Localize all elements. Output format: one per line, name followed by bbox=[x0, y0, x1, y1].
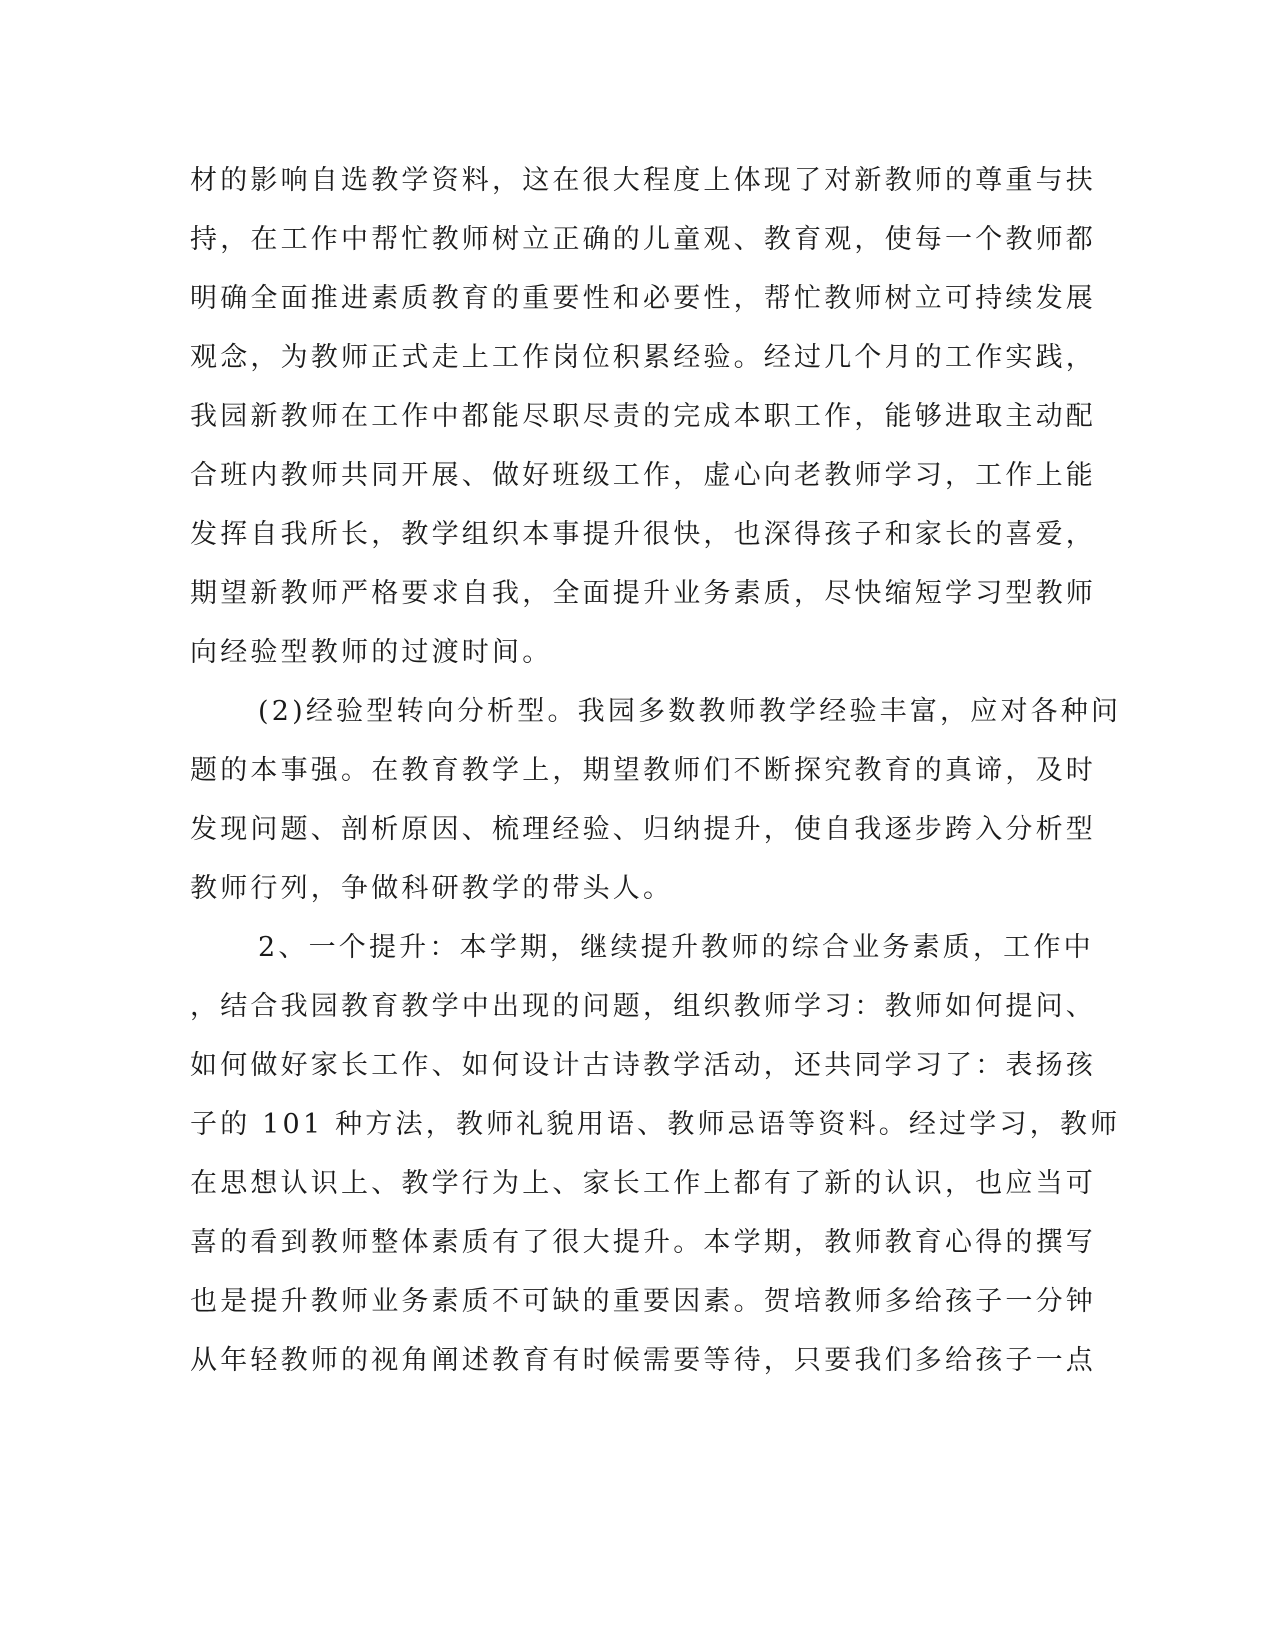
text-line: 期望新教师严格要求自我，全面提升业务素质，尽快缩短学习型教师 bbox=[190, 578, 1096, 609]
text-line: 从年轻教师的视角阐述教育有时候需要等待，只要我们多给孩子一点 bbox=[190, 1345, 1096, 1376]
text-line: 在思想认识上、教学行为上、家长工作上都有了新的认识，也应当可 bbox=[190, 1168, 1096, 1199]
text-line: 题的本事强。在教育教学上，期望教师们不断探究教育的真谛，及时 bbox=[190, 755, 1096, 786]
text-line: 材的影响自选教学资料，这在很大程度上体现了对新教师的尊重与扶 bbox=[190, 165, 1096, 196]
text-line: 子的 101 种方法，教师礼貌用语、教师忌语等资料。经过学习，教师 bbox=[190, 1109, 1121, 1140]
text-line: 观念，为教师正式走上工作岗位积累经验。经过几个月的工作实践， bbox=[190, 342, 1096, 373]
text-line: 我园新教师在工作中都能尽职尽责的完成本职工作，能够进取主动配 bbox=[190, 401, 1096, 432]
text-line: 持，在工作中帮忙教师树立正确的儿童观、教育观，使每一个教师都 bbox=[190, 224, 1096, 255]
text-line: 合班内教师共同开展、做好班级工作，虚心向老教师学习，工作上能 bbox=[190, 460, 1096, 491]
text-line: 发现问题、剖析原因、梳理经验、归纳提升，使自我逐步跨入分析型 bbox=[190, 814, 1096, 845]
text-line: 教师行列，争做科研教学的带头人。 bbox=[190, 873, 674, 904]
text-line: 发挥自我所长，教学组织本事提升很快，也深得孩子和家长的喜爱， bbox=[190, 519, 1096, 550]
text-line: 明确全面推进素质教育的重要性和必要性，帮忙教师树立可持续发展 bbox=[190, 283, 1096, 314]
text-line: 如何做好家长工作、如何设计古诗教学活动，还共同学习了：表扬孩 bbox=[190, 1050, 1096, 1081]
paragraph-start-line: (2)经验型转向分析型。我园多数教师教学经验丰富，应对各种问 bbox=[258, 696, 1122, 727]
paragraph-start-line: 2、一个提升：本学期，继续提升教师的综合业务素质，工作中 bbox=[258, 932, 1094, 963]
text-line: 喜的看到教师整体素质有了很大提升。本学期，教师教育心得的撰写 bbox=[190, 1227, 1096, 1258]
text-line: ，结合我园教育教学中出现的问题，组织教师学习：教师如何提问、 bbox=[190, 991, 1096, 1022]
text-line: 也是提升教师业务素质不可缺的重要因素。贺培教师多给孩子一分钟 bbox=[190, 1286, 1096, 1317]
text-line: 向经验型教师的过渡时间。 bbox=[190, 637, 553, 668]
